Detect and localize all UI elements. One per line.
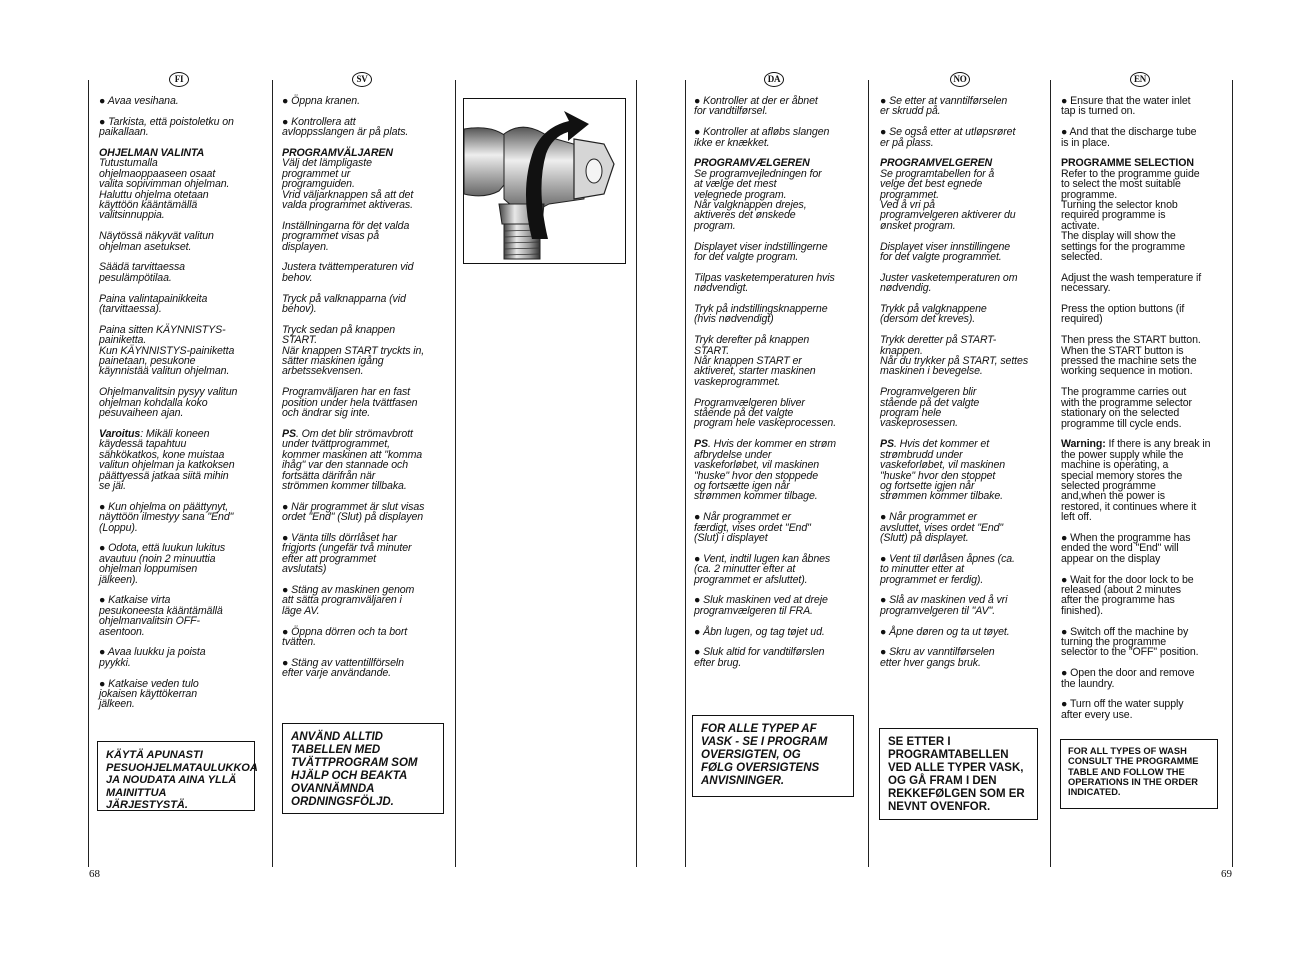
paragraph — [99, 231, 265, 252]
paragraph-text: Juster vasketemperaturen om nødvendig. — [880, 271, 1018, 295]
paragraph — [694, 96, 860, 117]
paragraph-text: Tryck sedan på knappen START. När knappen START tryckts in, sätter maskinen igång arbetssekvensen. — [282, 323, 425, 378]
paragraph — [694, 127, 860, 148]
paragraph — [282, 262, 448, 283]
paragraph-text: Displayet viser innstillingene for det valgte programmet. — [880, 240, 1011, 264]
paragraph — [282, 294, 448, 315]
paragraph-text — [99, 429, 265, 491]
paragraph — [880, 335, 1046, 377]
column-danish — [694, 96, 860, 679]
paragraph — [282, 627, 448, 648]
paragraph-text: Then press the START button. When the START button is pressed the machine sets the working sequence in motion. — [1061, 334, 1201, 378]
paragraph-text: ● Slå av maskinen ved å vri programvelgeren til "AV". — [880, 594, 1008, 617]
paragraph — [880, 158, 1046, 231]
paragraph — [1061, 439, 1227, 522]
column-rule — [1050, 80, 1051, 867]
language-badge-sv: SV — [352, 72, 372, 87]
paragraph-text: Tryk på indstillingsknapperne (hvis nødvendigt) — [694, 303, 828, 326]
paragraph-text: Displayet viser indstillingerne for det valgte program. — [694, 240, 828, 264]
paragraph — [694, 398, 860, 429]
paragraph-text: Programvelgeren blir stående på det valgte program hele vaskeprosessen. — [880, 386, 980, 430]
paragraph — [99, 679, 265, 710]
paragraph — [880, 595, 1046, 616]
paragraph-text: Programväljaren har en fast position under hela tvättfasen och ändrar sig inte. — [282, 386, 418, 420]
paragraph-text: ● And that the discharge tube is in place. — [1061, 126, 1197, 149]
language-badge-en: EN — [1130, 72, 1150, 87]
paragraph-text: ● Katkaise veden tulo jokaisen käyttökerran jälkeen. — [99, 677, 199, 711]
paragraph-text — [694, 439, 860, 501]
paragraph — [99, 96, 265, 106]
paragraph-text: ● When the programme has ended the word "End" will appear on the display — [1061, 531, 1191, 565]
paragraph-text: Programvælgeren bliver stående på det valgte program hele vaskeprocessen. — [694, 396, 837, 430]
paragraph-text: Trykk på valgknappene (dersom det kreves). — [880, 303, 987, 326]
paragraph-text: Adjust the wash temperature if necessary. — [1061, 271, 1202, 295]
language-badge-fi: FI — [169, 72, 189, 87]
paragraph-text: ● Ensure that the water inlet tap is turned on. — [1061, 95, 1191, 118]
paragraph — [1061, 304, 1227, 325]
paragraph-text: ● Se etter at vanntilførselen er skrudd på. — [880, 95, 1008, 118]
paragraph-text — [880, 439, 1046, 501]
paragraph — [880, 554, 1046, 585]
paragraph — [282, 148, 448, 210]
paragraph — [694, 627, 860, 637]
paragraph-text: ● Tarkista, että poistoletku on paikallaan. — [99, 115, 234, 139]
paragraph-text: Ohjelmanvalitsin pysyy valitun ohjelman kohdalla koko pesuvaiheen ajan. — [99, 386, 238, 420]
paragraph-text — [1061, 439, 1227, 522]
paragraph-text: Tryk derefter på knappen START. Når knappen START er aktiveret, starter maskinen vaskeprogrammet. — [694, 334, 816, 388]
paragraph — [694, 647, 860, 668]
language-badge-da: DA — [764, 72, 784, 87]
paragraph — [99, 325, 265, 377]
column-rule — [685, 80, 686, 867]
column-norwegian — [880, 96, 1046, 679]
bold-lead: PS — [694, 438, 708, 451]
paragraph-text: ● Turn off the water supply after every use. — [1061, 698, 1184, 721]
paragraph-text: Näytössä näkyvät valitun ohjelman asetukset. — [99, 230, 214, 253]
paragraph-text: ● När programmet är slut visas ordet "End" (Slut) på displayen — [282, 500, 425, 524]
paragraph — [282, 221, 448, 252]
page-number-right: 69 — [1221, 868, 1232, 880]
paragraph-text: ● Åpne døren og ta ut tøyet. — [880, 625, 1010, 638]
bold-lead: PS — [880, 438, 894, 451]
paragraph — [1061, 627, 1227, 658]
paragraph — [694, 158, 860, 231]
paragraph-text: The programme carries out with the programme selector stationary on the selected programme till cycle ends. — [1061, 386, 1192, 430]
paragraph-text: ● Avaa luukku ja poista pyykki. — [99, 646, 206, 669]
bold-lead: Warning: — [1061, 438, 1106, 451]
water-tap-turning-icon — [464, 99, 625, 263]
bold-lead: PS — [282, 427, 296, 440]
note-box-en: FOR ALL TYPES OF WASH CONSULT THE PROGRAMME TABLE AND FOLLOW THE OPERATIONS IN THE ORDER INDICATED. — [1060, 739, 1218, 809]
paragraph-text: Press the option buttons (if required) — [1061, 303, 1185, 326]
paragraph — [99, 595, 265, 637]
paragraph — [99, 387, 265, 418]
column-rule — [272, 80, 273, 867]
paragraph — [880, 273, 1046, 294]
paragraph-text-rest: . Hvis der kommer en strøm afbrydelse under vaskeforløbet, vil maskinen "huske" hvor den stoppede og fortsætte igen når strømmen kommer tilbage. — [694, 438, 837, 503]
paragraph-text-rest: . Om det blir strömavbrott under tvättprogrammet, kommer maskinen att "komma ihåg" var den stannade och fortsätta därifrån när strömmen kommer tillbaka. — [282, 427, 423, 492]
paragraph-text: ● Wait for the door lock to be released (about 2 minutes after the programme has finished). — [1061, 573, 1194, 617]
paragraph-text: ● Sluk maskinen ved at dreje programvælgeren til FRA. — [694, 594, 828, 617]
paragraph — [282, 325, 448, 377]
paragraph-text-rest: . Hvis det kommer et strømbrudd under vaskeforløbet, vil maskinen "huske" hvor den stoppet og fortsette igjen når strømmen kommer tilbake. — [880, 438, 1006, 503]
paragraph — [880, 96, 1046, 117]
paragraph — [1061, 533, 1227, 564]
paragraph-text: ● Odota, että luukun lukitus avautuu (noin 2 minuuttia ohjelman loppumisen jälkeen). — [99, 542, 226, 586]
note-box-da: FOR ALLE TYPEP AF VASK - SE I PROGRAM OVERSIGTEN, OG FØLG OVERSIGTENS ANVISNINGER. — [692, 715, 854, 797]
paragraph — [1061, 273, 1227, 294]
paragraph — [694, 439, 860, 501]
bold-lead: Varoitus — [99, 427, 141, 440]
paragraph-text: ● Open the door and remove the laundry. — [1061, 667, 1195, 690]
paragraph — [694, 273, 860, 294]
column-rule — [1232, 80, 1233, 867]
paragraph — [880, 304, 1046, 325]
paragraph — [99, 294, 265, 315]
page-number-left: 68 — [89, 868, 100, 880]
paragraph-text: Säädä tarvittaessa pesulämpötilaa. — [99, 261, 185, 284]
paragraph-text: ● Åbn lugen, og tag tøjet ud. — [694, 625, 825, 638]
paragraph-text: Trykk deretter på START- knappen. Når du trykker på START, settes maskinen i bevegelse. — [880, 334, 1029, 378]
column-swedish — [282, 96, 448, 689]
paragraph-text: ● Se også etter at utløpsrøret er på plass. — [880, 126, 1016, 149]
paragraph — [1061, 96, 1227, 117]
paragraph-text: ● Switch off the machine by turning the programme selector to the "OFF" position. — [1061, 625, 1199, 659]
paragraph-text: ● Sluk altid for vandtilførslen efter brug. — [694, 646, 825, 669]
paragraph-text: ● Katkaise virta pesukoneesta kääntämällä ohjelmanvalitsin OFF- asentoon. — [99, 594, 223, 638]
paragraph — [1061, 668, 1227, 689]
paragraph — [1061, 699, 1227, 720]
paragraph-text: ● Kontroller at der er åbnet for vandtilførsel. — [694, 95, 818, 118]
paragraph-text: ● Kun ohjelma on päättynyt, näyttöön ilmestyy sana "End" (Loppu). — [99, 500, 234, 534]
paragraph-text: ● Når programmet er færdigt, vises ordet "End" (Slut) i displayet — [694, 511, 811, 544]
paragraph-text: ● Vent til dørlåsen åpnes (ca. to minutter etter at programmet er ferdig). — [880, 552, 1015, 586]
paragraph-text: Se programtabellen for å velge det best egnede programmet. Ved å vri på programvelgeren aktiverer du ønsket program. — [880, 167, 1016, 232]
paragraph-text: Justera tvättemperaturen vid behov. — [282, 261, 414, 284]
paragraph — [99, 543, 265, 585]
paragraph — [1061, 335, 1227, 377]
paragraph — [282, 96, 448, 106]
paragraph — [880, 242, 1046, 263]
paragraph — [282, 117, 448, 138]
paragraph-text: Paina sitten KÄYNNISTYS- painiketta. Kun KÄYNNISTYS-painiketta painetaan, pesukone käynnistää valitun ohjelman. — [99, 323, 235, 378]
paragraph-text: Välj det lämpligaste programmet ur programguiden. Vrid väljarknappen så att det valda programmet aktiveras. — [282, 157, 414, 212]
paragraph-text: ● Vänta tills dörrlåset har frigjorts (ungefär två minuter efter att programmet avslutats) — [282, 531, 412, 576]
paragraph-text: ● Skru av vanntilførselen etter hver gangs bruk. — [880, 646, 995, 669]
paragraph-text: ● Stäng av maskinen genom att sätta programväljaren i läge AV. — [282, 583, 415, 617]
paragraph — [1061, 575, 1227, 617]
column-rule — [636, 80, 637, 867]
paragraph — [99, 262, 265, 283]
language-badge-no: NO — [950, 72, 970, 87]
paragraph — [694, 595, 860, 616]
paragraph — [99, 647, 265, 668]
paragraph — [282, 502, 448, 523]
paragraph — [99, 429, 265, 491]
paragraph-text: ● Avaa vesihana. — [99, 95, 179, 107]
paragraph-text: ● Stäng av vattentillförseln efter varje användande. — [282, 656, 404, 680]
paragraph — [880, 387, 1046, 429]
paragraph-text: ● Öppna kranen. — [282, 95, 360, 107]
section-heading: PROGRAMME SELECTION — [1061, 157, 1194, 170]
paragraph-text: Inställningarna för det valda programmet visas på displayen. — [282, 219, 410, 253]
paragraph — [880, 627, 1046, 637]
tap-illustration — [463, 98, 626, 264]
paragraph — [880, 647, 1046, 668]
paragraph-text: Refer to the programme guide to select the most suitable programme. Turning the selector knob required programme is activate. The display will show the settings for the programme selected. — [1061, 167, 1200, 264]
paragraph-text: Tilpas vasketemperaturen hvis nødvendigt. — [694, 271, 835, 295]
paragraph — [880, 439, 1046, 501]
paragraph — [1061, 387, 1227, 429]
column-finnish — [99, 96, 265, 720]
paragraph — [1061, 158, 1227, 262]
column-rule — [868, 80, 869, 867]
paragraph — [694, 554, 860, 585]
paragraph-text: Tryck på valknapparna (vid behov). — [282, 292, 406, 316]
section-heading: OHJELMAN VALINTA — [99, 147, 205, 159]
paragraph-text: Se programvejledningen for at vælge det mest velegnede program. Når valgknappen drejes, aktiveres det ønskede program. — [694, 167, 822, 232]
paragraph-text: ● Kontrollera att avloppsslangen är på plats. — [282, 115, 409, 139]
column-rule — [88, 80, 89, 867]
paragraph — [694, 512, 860, 543]
section-heading: PROGRAMVELGEREN — [880, 157, 993, 170]
note-box-no: SE ETTER I PROGRAMTABELLEN VED ALLE TYPER VASK, OG GÅ FRAM I DEN REKKEFØLGEN SOM ER NEVNT OVENFOR. — [879, 728, 1038, 820]
note-box-sv: ANVÄND ALLTID TABELLEN MED TVÄTTPROGRAM SOM HJÄLP OCH BEAKTA OVANNÄMNDA ORDNINGSFÖLJD. — [282, 723, 444, 814]
note-box-fi: KÄYTÄ APUNASTI PESUOHJELMATAULUKKOA JA NOUDATA AINA YLLÄ MAINITTUA JÄRJESTYSTÄ. — [97, 741, 255, 811]
column-rule — [455, 80, 456, 867]
paragraph — [694, 242, 860, 263]
paragraph — [282, 387, 448, 418]
paragraph-text: ● Öppna dörren och ta bort tvätten. — [282, 625, 408, 648]
paragraph — [282, 658, 448, 679]
paragraph — [880, 127, 1046, 148]
paragraph-text: Paina valintapainikkeita (tarvittaessa). — [99, 292, 208, 316]
paragraph-text-rest: : Mikäli koneen käydessä tapahtuu sähkökatkos, kone muistaa valitun ohjelman ja katkoksen päättyessä jatkaa siitä mihin se jäi. — [99, 427, 235, 492]
paragraph-text — [282, 429, 448, 491]
paragraph — [282, 585, 448, 616]
paragraph — [1061, 127, 1227, 148]
paragraph-text-rest: If there is any break in the power supply while the machine is operating, a special memory stores the selected programme and,when the power is restored, it continues where it left off. — [1061, 438, 1211, 524]
paragraph-text: ● Vent, indtil lugen kan åbnes (ca. 2 minutter efter at programmet er afsluttet). — [694, 552, 831, 586]
section-heading: PROGRAMVÆLGEREN — [694, 157, 810, 170]
paragraph-text: ● Kontroller at afløbs slangen ikke er knækket. — [694, 126, 830, 149]
paragraph — [880, 512, 1046, 543]
paragraph — [99, 502, 265, 533]
paragraph — [694, 304, 860, 325]
paragraph — [99, 148, 265, 221]
paragraph — [694, 335, 860, 387]
paragraph — [282, 533, 448, 575]
column-english — [1061, 96, 1227, 731]
paragraph-text: ● Når programmet er avsluttet, vises ordet "End" (Slutt) på displayet. — [880, 511, 1004, 544]
paragraph — [99, 117, 265, 138]
paragraph-text: Tutustumalla ohjelmaoppaaseen osaat valita sopivimman ohjelman. Haluttu ohjelma otetaan käyttöön kääntämällä valitsinnuppia. — [99, 157, 230, 222]
paragraph — [282, 429, 448, 491]
section-heading: PROGRAMVÄLJAREN — [282, 147, 393, 159]
